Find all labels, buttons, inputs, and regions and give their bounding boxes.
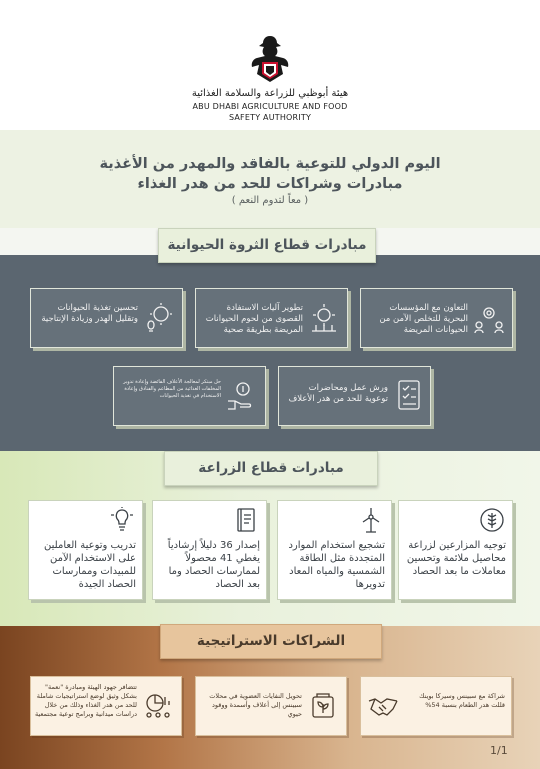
- gear-bulb-icon: [142, 301, 176, 335]
- org-name-english-line1: ABU DHABI AGRICULTURE AND FOOD: [192, 102, 348, 111]
- animal-card-5-text: حل مبتكر لمعالجة الأعلاف الفائضة وإعادة تدوير المخلفات الغذائية من المطاعم والفنادق وإعادة الاستخدام في تغذية الحيوانات: [123, 379, 221, 399]
- agri-card-1: [398, 500, 513, 600]
- animal-section: [0, 255, 540, 451]
- animal-card-5: [113, 366, 266, 426]
- title-line2: مبادرات وشراكات للحد من هدر الغذاء: [137, 176, 403, 192]
- agri-card-4-text: تدريب وتوعية العاملين على الاستخدام الآمن للمبيدات وممارسات الحصاد الجيدة: [44, 540, 136, 590]
- title-line1: اليوم الدولي للتوعية بالفاقد والمهدر من الأغذية: [99, 156, 441, 172]
- agri-card-2: [277, 500, 392, 600]
- partner-card-3-text: تتضافر جهود الهيئة ومبادرة "نعمة" بشكل وثيق لوضع استراتيجيات شاملة للحد من هدر الغذاء وذلك من خلال دراسات ميدانية وبرامج توعية مجتمعية: [34, 683, 137, 718]
- wheat-circle-icon: [479, 507, 505, 533]
- partner-card-2-text: تحويل النفايات العضوية في محلات سبينس إلى أعلاف وأسمدة ووقود حيوي: [209, 692, 302, 718]
- main-title: [0, 154, 540, 194]
- chart-people-icon: [143, 691, 173, 721]
- partner-card-2: [195, 676, 347, 736]
- compost-icon: [308, 691, 338, 721]
- animal-card-4-text: ورش عمل ومحاضرات توعوية للحد من هدر الأعلاف: [288, 383, 388, 404]
- page-number: 1/1: [490, 744, 508, 757]
- org-name-english: [0, 101, 540, 123]
- animal-card-3: [30, 288, 183, 348]
- agriculture-section-heading: مبادرات قطاع الزراعة: [164, 451, 378, 486]
- gears-people-icon: [472, 301, 506, 335]
- animal-card-2: [195, 288, 348, 348]
- animal-card-3-text: تحسين تغذية الحيوانات وتقليل الهدر وزيادة الإنتاجية: [41, 303, 138, 324]
- partnerships-section-heading: الشراكات الاستراتيجية: [160, 624, 382, 659]
- bulb-growth-icon: [109, 507, 135, 533]
- animal-card-4: [278, 366, 431, 426]
- hand-coin-icon: [225, 379, 259, 413]
- handshake-icon: [367, 691, 399, 721]
- agri-card-1-text: توجيه المزارعين لزراعة محاصيل ملائمة وتحسين معاملات ما بعد الحصاد: [406, 540, 506, 577]
- tagline: ( معاً لتدوم النعم ): [231, 195, 309, 206]
- agri-card-4: [28, 500, 143, 600]
- falcon-logo-icon: [247, 32, 293, 88]
- org-name-arabic: هيئة أبوظبي للزراعة والسلامة الغذائية: [191, 88, 349, 99]
- document-check-icon: [396, 379, 422, 413]
- org-name-english-line2: SAFETY AUTHORITY: [228, 113, 312, 122]
- header: [0, 0, 540, 130]
- guide-book-icon: [233, 507, 259, 533]
- animal-card-2-text: تطوير آليات الاستفادة القصوى من لحوم الحيوانات المريضة بطريقة صحية: [205, 303, 303, 335]
- animal-section-heading: مبادرات قطاع الثروة الحيوانية: [158, 228, 376, 263]
- agri-card-2-text: تشجيع استخدام الموارد المتجددة مثل الطاقة الشمسية والمياه المعاد تدويرها: [288, 540, 385, 590]
- partner-card-1-text: شراكة مع سبينس وسيركا بوينك قللت هدر الطعام بنسبة 54%: [419, 692, 505, 709]
- partner-card-3: [30, 676, 182, 736]
- animal-card-1-text: التعاون مع المؤسسات البحرية للتخلص الآمن من الحيوانات المريضة: [379, 303, 468, 335]
- gear-network-icon: [307, 301, 341, 335]
- agri-card-3-text: إصدار 36 دليلاً إرشادياً يغطي 41 محصولاً لممارسات الحصاد وما بعد الحصاد: [167, 540, 260, 590]
- animal-card-1: [360, 288, 513, 348]
- partner-card-1: [360, 676, 512, 736]
- wind-turbine-icon: [358, 507, 384, 533]
- agri-card-3: [152, 500, 267, 600]
